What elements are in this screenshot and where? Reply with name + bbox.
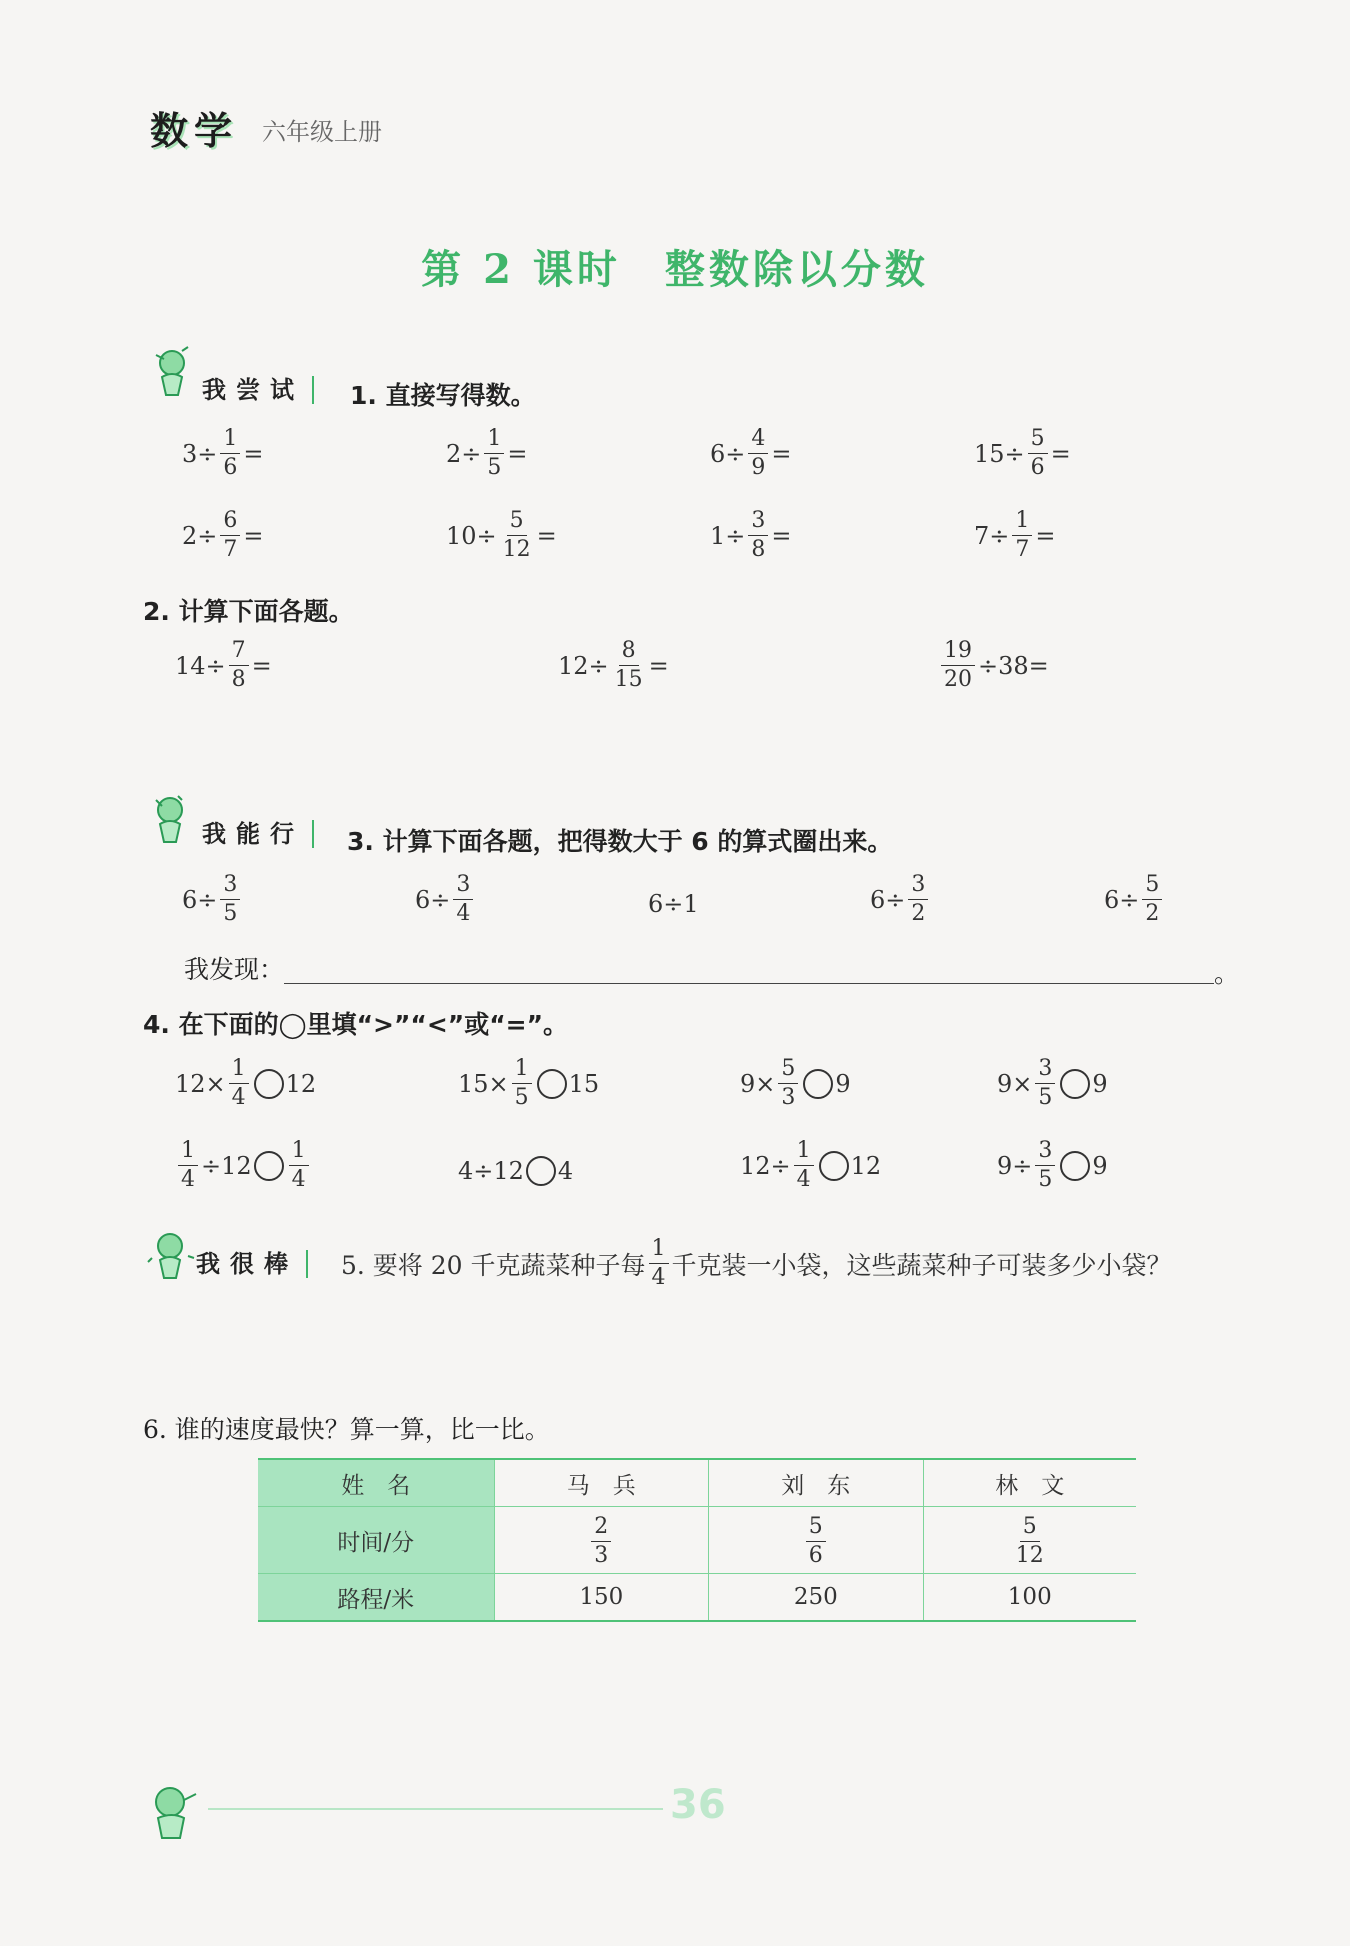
answer-circle[interactable] [1060,1069,1090,1099]
mascot-icon [146,1228,198,1284]
answer-circle[interactable] [254,1069,284,1099]
section-badge-great: 我很棒 [196,1250,308,1278]
q4-label: 4. 在下面的◯里填“>”“<”或“=”。 [143,1010,569,1039]
q2-item-1: 14÷ $\frac{7}{8}$ = [175,638,272,692]
q3-end-mark: 。 [1214,959,1240,988]
table-row [258,1507,1136,1574]
table-header-cell: 林 文 [923,1459,1136,1507]
q4-item-3: 9× $\frac{5}{3}$ 9 [740,1056,851,1110]
answer-circle[interactable] [819,1151,849,1181]
table-cell: $\frac{5}{6}$ [709,1507,923,1574]
page-number: 36 [670,1782,726,1828]
section-badge-can: 我能行 [202,820,314,848]
q3-item-1: 6÷ $\frac{3}{5}$ [182,874,243,925]
answer-circle[interactable] [537,1069,567,1099]
answer-circle[interactable] [254,1151,284,1181]
table-header-cell: 刘 东 [709,1459,923,1507]
q3-label: 3. 计算下面各题，把得数大于 6 的算式圈出来。 [347,827,893,856]
q3-item-5: 6÷ $\frac{5}{2}$ [1104,874,1165,925]
q3-item-2: 6÷ $\frac{3}{4}$ [415,874,476,925]
q4-item-6: 4÷12 4 [458,1157,574,1185]
q2-label: 2. 计算下面各题。 [143,597,354,626]
answer-circle[interactable] [803,1069,833,1099]
q4-item-7: 12÷ $\frac{1}{4}$ 12 [740,1138,882,1192]
q1-item-3: 6÷ $\frac{4}{9}$ = [710,426,792,480]
q1-item-1: 3÷ $\frac{1}{6}$ = [182,426,264,480]
section-badge-try: 我尝试 [202,376,314,404]
lesson-title: 第 2 课时 整数除以分数 [421,246,929,293]
q1-item-8: 7÷ $\frac{1}{7}$ = [974,508,1056,562]
q3-answer-line[interactable] [284,982,1214,984]
q4-item-8: 9÷ $\frac{3}{5}$ 9 [997,1138,1108,1192]
q1-item-2: 2÷ $\frac{1}{5}$ = [446,426,528,480]
header-subject: 数学 [150,109,239,153]
q6-label: 6. 谁的速度最快？算一算，比一比。 [143,1415,550,1444]
table-header-name: 姓 名 [258,1459,494,1507]
table-row-label-distance: 路程/米 [258,1574,494,1622]
q1-label: 1. 直接写得数。 [350,381,536,410]
speed-table [258,1458,1136,1622]
q2-item-2: 12÷ $\frac{8}{15}$ = [558,638,669,692]
mascot-icon [148,345,200,401]
footer-line [208,1808,663,1810]
footer-mascot-icon [140,1780,206,1846]
table-row [258,1574,1136,1622]
q5-text: 5. 要将 20 千克蔬菜种子每 $\frac{1}{4}$ 千克装一小袋，这些蔬菜种子可装多少小袋？ [341,1236,1172,1290]
q4-item-4: 9× $\frac{3}{5}$ 9 [997,1056,1108,1110]
header-grade: 六年级上册 [262,118,382,146]
q1-item-6: 10÷ $\frac{5}{12}$ = [446,508,557,562]
q1-item-5: 2÷ $\frac{6}{7}$ = [182,508,264,562]
table-row [258,1459,1136,1507]
q3-discover-label: 我发现： [184,955,285,984]
table-cell: $\frac{2}{3}$ [494,1507,708,1574]
q2-item-3: $\frac{19}{20}$ ÷38= [938,640,1049,691]
q3-item-3: 6÷1 [648,890,699,918]
table-cell: $\frac{5}{12}$ [923,1507,1136,1574]
q3-item-4: 6÷ $\frac{3}{2}$ [870,874,931,925]
q4-item-2: 15× $\frac{1}{5}$ 15 [458,1056,600,1110]
table-header-cell: 马 兵 [494,1459,708,1507]
table-cell: 150 [494,1574,708,1622]
q4-item-1: 12× $\frac{1}{4}$ 12 [175,1056,317,1110]
q1-item-7: 1÷ $\frac{3}{8}$ = [710,508,792,562]
table-cell: 250 [709,1574,923,1622]
answer-circle[interactable] [526,1156,556,1186]
q1-item-4: 15÷ $\frac{5}{6}$ = [974,426,1071,480]
table-cell: 100 [923,1574,1136,1622]
answer-circle[interactable] [1060,1151,1090,1181]
table-row-label-time: 时间/分 [258,1507,494,1574]
mascot-icon [146,792,198,848]
q4-item-5: $\frac{1}{4}$ ÷12 $\frac{1}{4}$ [175,1140,312,1191]
